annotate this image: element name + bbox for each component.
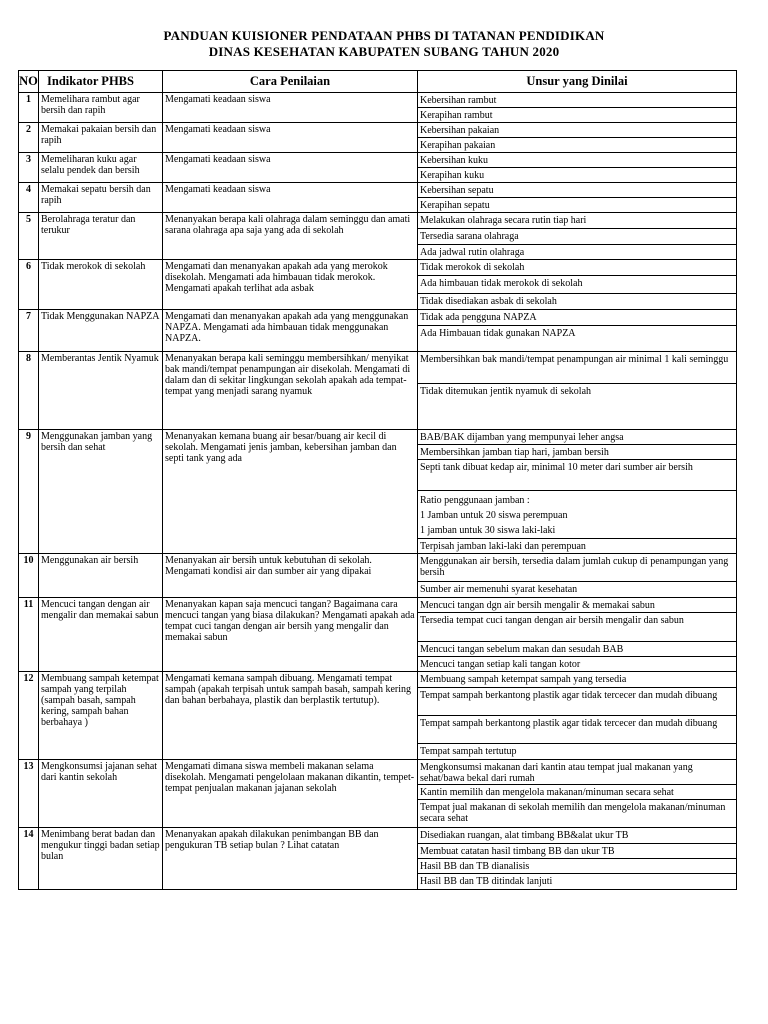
unsur-cell: Tidak ditemukan jentik nyamuk di sekolah	[418, 384, 737, 430]
unsur-cell: Tempat sampah berkantong plastik agar tidak tercecer dan mudah dibuang	[418, 716, 737, 744]
cara-penilaian-cell: Menanyakan berapa kali olahraga dalam seminggu dan amati sarana olahraga apa saja yang ada di sekolah	[163, 213, 418, 260]
row-number: 5	[19, 213, 39, 260]
cara-penilaian-cell: Mengamati dan menanyakan apakah ada yang merokok disekolah. Mengamati ada himbauan tidak merokok. Mengamati apakah terlihat ada asbak	[163, 260, 418, 310]
unsur-cell: Septi tank dibuat kedap air, minimal 10 meter dari sumber air bersih	[418, 460, 737, 491]
header-indikator: Indikator PHBS	[39, 71, 163, 93]
unsur-cell: Mencuci tangan dgn air bersih mengalir & memakai sabun	[418, 598, 737, 613]
table-header-row	[19, 71, 737, 93]
unsur-cell: Ada jadwal rutin olahraga	[418, 245, 737, 260]
cara-penilaian-cell: Mengamati keadaan siswa	[163, 93, 418, 123]
indikator-cell: Tidak Menggunakan NAPZA	[39, 310, 163, 352]
unsur-cell: Ratio penggunaan jamban : 1 Jamban untuk 20 siswa perempuan 1 jamban untuk 30 siswa laki-laki	[418, 491, 737, 539]
unsur-cell: Tersedia tempat cuci tangan dengan air bersih mengalir dan sabun	[418, 613, 737, 642]
indikator-cell: Memakai sepatu bersih dan rapih	[39, 183, 163, 213]
unsur-cell: Tempat sampah tertutup	[418, 744, 737, 760]
phbs-guide-table	[18, 70, 737, 890]
table-row	[19, 123, 737, 138]
table-row	[19, 310, 737, 326]
header-no: NO	[19, 71, 39, 93]
indikator-cell: Menggunakan air bersih	[39, 554, 163, 598]
cara-penilaian-cell: Mengamati kemana sampah dibuang. Mengamati tempat sampah (apakah terpisah untuk sampah basah, sampah kering dan bahan berbahaya, plastik dan berplastik tertutup).	[163, 672, 418, 760]
row-number: 8	[19, 352, 39, 430]
indikator-cell: Memakai pakaian bersih dan rapih	[39, 123, 163, 153]
unsur-cell: Ada himbauan tidak merokok di sekolah	[418, 276, 737, 294]
row-number: 13	[19, 760, 39, 828]
row-number: 7	[19, 310, 39, 352]
table-row	[19, 183, 737, 198]
document-title-line-2: DINAS KESEHATAN KABUPATEN SUBANG TAHUN 2020	[208, 44, 560, 59]
cara-penilaian-cell: Mengamati dimana siswa membeli makanan selama disekolah. Mengamati pengelolaan makanan dikantin, tempet-tempat penjualan makanan jajanan sekolah	[163, 760, 418, 828]
table-body	[19, 93, 737, 890]
indikator-cell: Mencuci tangan dengan air mengalir dan memakai sabun	[39, 598, 163, 672]
unsur-cell: Hasil BB dan TB dianalisis	[418, 859, 737, 874]
document-title-line-1: PANDUAN KUISIONER PENDATAAN PHBS DI TATANAN PENDIDIKAN	[163, 28, 605, 43]
row-number: 10	[19, 554, 39, 598]
unsur-cell: Disediakan ruangan, alat timbang BB&alat ukur TB	[418, 828, 737, 844]
row-number: 11	[19, 598, 39, 672]
unsur-cell: Kebersihan pakaian	[418, 123, 737, 138]
unsur-cell: Ada Himbauan tidak gunakan NAPZA	[418, 326, 737, 352]
unsur-cell: Kerapihan rambut	[418, 108, 737, 123]
unsur-cell: Mencuci tangan setiap kali tangan kotor	[418, 657, 737, 672]
indikator-cell: Membuang sampah ketempat sampah yang terpilah (sampah basah, sampah kering, sampah bahan berbahaya )	[39, 672, 163, 760]
unsur-cell: Membuat catatan hasil timbang BB dan ukur TB	[418, 844, 737, 859]
indikator-cell: Tidak merokok di sekolah	[39, 260, 163, 310]
unsur-cell: Terpisah jamban laki-laki dan perempuan	[418, 539, 737, 554]
table-row	[19, 93, 737, 108]
unsur-cell: Tidak ada pengguna NAPZA	[418, 310, 737, 326]
unsur-cell: Tempat jual makanan di sekolah memilih dan mengelola makanan/minuman secara sehat	[418, 800, 737, 828]
header-cara-penilaian: Cara Penilaian	[163, 71, 418, 93]
unsur-cell: Membersihkan bak mandi/tempat penampungan air minimal 1 kali seminggu	[418, 352, 737, 384]
cara-penilaian-cell: Menanyakan apakah dilakukan penimbangan BB dan pengukuran TB setiap bulan ? Lihat catatan	[163, 828, 418, 890]
cara-penilaian-cell: Menanyakan kemana buang air besar/buang air kecil di sekolah. Mengamati jenis jamban, kebersihan jamban dan septi tank yang ada	[163, 430, 418, 554]
unsur-cell: Mencuci tangan sebelum makan dan sesudah BAB	[418, 642, 737, 657]
table-row	[19, 213, 737, 229]
table-row	[19, 598, 737, 613]
unsur-cell: Hasil BB dan TB ditindak lanjuti	[418, 874, 737, 890]
table-row	[19, 153, 737, 168]
row-number: 4	[19, 183, 39, 213]
unsur-cell: Membuang sampah ketempat sampah yang tersedia	[418, 672, 737, 688]
row-number: 9	[19, 430, 39, 554]
unsur-cell: BAB/BAK dijamban yang mempunyai leher angsa	[418, 430, 737, 445]
unsur-cell: Kebersihan rambut	[418, 93, 737, 108]
cara-penilaian-cell: Mengamati keadaan siswa	[163, 183, 418, 213]
indikator-cell: Menggunakan jamban yang bersih dan sehat	[39, 430, 163, 554]
unsur-cell: Kebersihan kuku	[418, 153, 737, 168]
unsur-cell: Menggunakan air bersih, tersedia dalam jumlah cukup di penampungan yang bersih	[418, 554, 737, 582]
unsur-cell: Kerapihan sepatu	[418, 198, 737, 213]
cara-penilaian-cell: Menanyakan berapa kali seminggu membersihkan/ menyikat bak mandi/tempat penampungan air disekolah. Mengamati di dalam dan di sekitar lingkungan sekolah apakah ada tempat-tempat yang menjadi sarang nyamuk	[163, 352, 418, 430]
header-unsur-dinilai: Unsur yang Dinilai	[418, 71, 737, 93]
cara-penilaian-cell: Mengamati dan menanyakan apakah ada yang menggunakan NAPZA. Mengamati ada himbauan tidak menggunakan NAPZA.	[163, 310, 418, 352]
indikator-cell: Berolahraga teratur dan terukur	[39, 213, 163, 260]
unsur-cell: Kerapihan kuku	[418, 168, 737, 183]
indikator-cell: Memberantas Jentik Nyamuk	[39, 352, 163, 430]
row-number: 6	[19, 260, 39, 310]
unsur-cell: Tidak disediakan asbak di sekolah	[418, 294, 737, 310]
indikator-cell: Memeliharan kuku agar selalu pendek dan bersih	[39, 153, 163, 183]
table-row	[19, 554, 737, 582]
unsur-cell: Tempat sampah berkantong plastik agar tidak tercecer dan mudah dibuang	[418, 688, 737, 716]
unsur-cell: Melakukan olahraga secara rutin tiap hari	[418, 213, 737, 229]
unsur-cell: Sumber air memenuhi syarat kesehatan	[418, 582, 737, 598]
table-row	[19, 430, 737, 445]
cara-penilaian-cell: Menanyakan kapan saja mencuci tangan? Bagaimana cara mencuci tangan yang biasa dilakukan? Mengamati apakah ada tempat cuci tangan dengan air bersih yang mengalir dan memakai sabun	[163, 598, 418, 672]
unsur-cell: Kantin memilih dan mengelola makanan/minuman secara sehat	[418, 785, 737, 800]
row-number: 1	[19, 93, 39, 123]
cara-penilaian-cell: Mengamati keadaan siswa	[163, 123, 418, 153]
table-row	[19, 672, 737, 688]
indikator-cell: Menimbang berat badan dan mengukur tinggi badan setiap bulan	[39, 828, 163, 890]
unsur-cell: Membersihkan jamban tiap hari, jamban bersih	[418, 445, 737, 460]
unsur-cell: Tersedia sarana olahraga	[418, 229, 737, 245]
cara-penilaian-cell: Menanyakan air bersih untuk kebutuhan di sekolah. Mengamati kondisi air dan sumber air yang dipakai	[163, 554, 418, 598]
table-row	[19, 260, 737, 276]
table-row	[19, 352, 737, 384]
table-row	[19, 760, 737, 785]
table-row	[19, 828, 737, 844]
row-number: 3	[19, 153, 39, 183]
unsur-cell: Tidak merokok di sekolah	[418, 260, 737, 276]
row-number: 12	[19, 672, 39, 760]
row-number: 2	[19, 123, 39, 153]
indikator-cell: Memelihara rambut agar bersih dan rapih	[39, 93, 163, 123]
row-number: 14	[19, 828, 39, 890]
unsur-cell: Kerapihan pakaian	[418, 138, 737, 153]
cara-penilaian-cell: Mengamati keadaan siswa	[163, 153, 418, 183]
unsur-cell: Kebersihan sepatu	[418, 183, 737, 198]
unsur-cell: Mengkonsumsi makanan dari kantin atau tempat jual makanan yang sehat/bawa bekal dari rumah	[418, 760, 737, 785]
indikator-cell: Mengkonsumsi jajanan sehat dari kantin sekolah	[39, 760, 163, 828]
